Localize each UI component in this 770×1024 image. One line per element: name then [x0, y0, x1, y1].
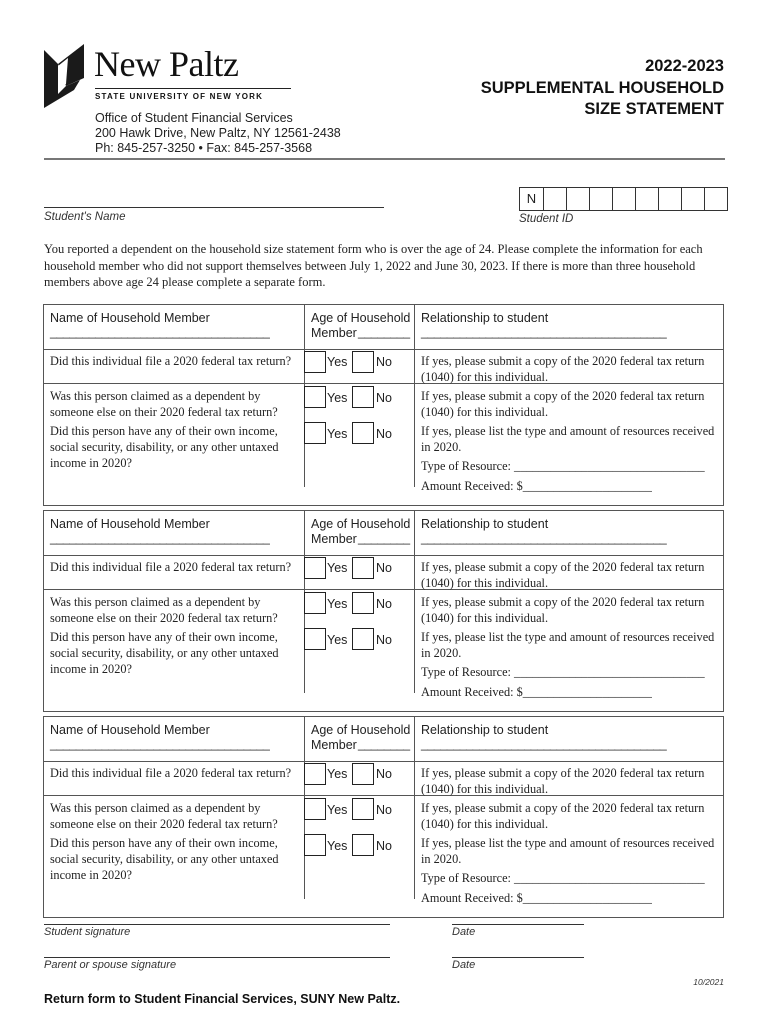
student-signature-field[interactable]	[44, 924, 390, 925]
parent-signature-field[interactable]	[44, 957, 390, 958]
q2-yes-label: Yes	[327, 391, 348, 405]
question-claimed-dependent: Was this person claimed as a dependent by someone else on their 2020 federal tax return?	[50, 389, 278, 419]
relationship-label: Relationship to student	[421, 723, 549, 737]
q1-no-checkbox[interactable]	[352, 763, 374, 785]
student-id-cell[interactable]: N	[526, 191, 537, 206]
student-id-label: Student ID	[519, 213, 574, 225]
office-phone: Ph: 845-257-3250 • Fax: 845-257-3568	[95, 141, 313, 155]
question-claimed-dependent: Was this person claimed as a dependent by someone else on their 2020 federal tax return?	[50, 801, 278, 831]
q1-no-label: No	[376, 561, 392, 575]
relationship-field[interactable]: ______________________________________	[421, 737, 667, 751]
q2-yes-checkbox[interactable]	[304, 798, 326, 820]
member-age-label-b: Member	[311, 326, 357, 340]
q1-no-label: No	[376, 767, 392, 781]
row-divider	[44, 349, 723, 350]
form-title-line1: SUPPLEMENTAL HOUSEHOLD	[480, 79, 724, 97]
q2-yes-label: Yes	[327, 803, 348, 817]
form-year: 2022-2023	[645, 57, 724, 75]
q3-yes-checkbox[interactable]	[304, 834, 326, 856]
q3-instruction: If yes, please list the type and amount of resources received in 2020.	[421, 424, 715, 454]
student-id-cell[interactable]	[612, 188, 635, 210]
q1-yes-checkbox[interactable]	[304, 557, 326, 579]
parent-date-label: Date	[452, 959, 476, 971]
member-age-label: Age of Household	[311, 517, 411, 531]
q3-no-label: No	[376, 633, 392, 647]
q2-no-label: No	[376, 597, 392, 611]
student-name-label: Student's Name	[44, 211, 126, 223]
student-id-cell[interactable]	[589, 188, 612, 210]
q3-yes-label: Yes	[327, 633, 348, 647]
member-age-label: Age of Household	[311, 723, 411, 737]
student-date-field[interactable]	[452, 924, 584, 925]
form-title-line2: SIZE STATEMENT	[584, 100, 724, 118]
row-divider	[44, 555, 723, 556]
member-name-label: Name of Household Member	[50, 723, 210, 737]
q1-yes-label: Yes	[327, 561, 348, 575]
parent-signature-label: Parent or spouse signature	[44, 959, 177, 971]
q2-yes-label: Yes	[327, 597, 348, 611]
student-signature-label: Student signature	[44, 926, 131, 938]
q3-no-checkbox[interactable]	[352, 422, 374, 444]
question-filed-tax-return: Did this individual file a 2020 federal tax return?	[50, 354, 292, 368]
member-name-field[interactable]: __________________________________	[50, 325, 270, 339]
member-age-label: Age of Household	[311, 311, 411, 325]
q1-yes-label: Yes	[327, 355, 348, 369]
new-paltz-mark-icon	[44, 44, 84, 108]
office-name: Office of Student Financial Services	[95, 111, 293, 125]
resource-type-field[interactable]: Type of Resource: _______________________________	[421, 871, 705, 885]
question-untaxed-income: Did this person have any of their own income, social security, disability, or any other untaxed income in 2020?	[50, 630, 279, 676]
relationship-label: Relationship to student	[421, 311, 549, 325]
student-id-cell[interactable]	[635, 188, 658, 210]
household-member-section	[43, 510, 724, 712]
q1-no-label: No	[376, 355, 392, 369]
parent-date-field[interactable]	[452, 957, 584, 958]
new-paltz-logo	[44, 44, 264, 108]
question-claimed-dependent: Was this person claimed as a dependent by someone else on their 2020 federal tax return?	[50, 595, 278, 625]
amount-received-field[interactable]: Amount Received: $_____________________	[421, 685, 652, 699]
q2-instruction: If yes, please submit a copy of the 2020 federal tax return (1040) for this individual.	[421, 801, 705, 831]
household-member-section	[43, 716, 724, 918]
q3-no-checkbox[interactable]	[352, 628, 374, 650]
q2-instruction: If yes, please submit a copy of the 2020 federal tax return (1040) for this individual.	[421, 595, 705, 625]
q2-no-checkbox[interactable]	[352, 798, 374, 820]
amount-received-field[interactable]: Amount Received: $_____________________	[421, 479, 652, 493]
column-divider	[414, 717, 415, 899]
q3-no-checkbox[interactable]	[352, 834, 374, 856]
member-age-field[interactable]: ________	[358, 531, 410, 545]
q2-instruction: If yes, please submit a copy of the 2020 federal tax return (1040) for this individual.	[421, 389, 705, 419]
member-age-field[interactable]: ________	[358, 325, 410, 339]
resource-type-field[interactable]: Type of Resource: _______________________________	[421, 459, 705, 473]
q2-no-label: No	[376, 803, 392, 817]
column-divider	[414, 305, 415, 487]
q1-no-checkbox[interactable]	[352, 557, 374, 579]
q2-no-checkbox[interactable]	[352, 592, 374, 614]
student-id-cell[interactable]	[704, 188, 727, 210]
q3-instruction: If yes, please list the type and amount of resources received in 2020.	[421, 630, 715, 660]
q3-yes-label: Yes	[327, 427, 348, 441]
amount-received-field[interactable]: Amount Received: $_____________________	[421, 891, 652, 905]
member-age-field[interactable]: ________	[358, 737, 410, 751]
q1-instruction: If yes, please submit a copy of the 2020 federal tax return (1040) for this individual.	[421, 354, 705, 384]
member-age-label-b: Member	[311, 532, 357, 546]
q3-yes-label: Yes	[327, 839, 348, 853]
column-divider	[414, 511, 415, 693]
q1-no-checkbox[interactable]	[352, 351, 374, 373]
brand-subtitle: STATE UNIVERSITY OF NEW YORK	[95, 92, 264, 101]
q1-instruction: If yes, please submit a copy of the 2020 federal tax return (1040) for this individual.	[421, 766, 705, 796]
student-id-cell[interactable]	[543, 188, 566, 210]
header-divider	[44, 158, 725, 160]
q1-yes-checkbox[interactable]	[304, 351, 326, 373]
q2-yes-checkbox[interactable]	[304, 592, 326, 614]
relationship-field[interactable]: ______________________________________	[421, 531, 667, 545]
q3-no-label: No	[376, 839, 392, 853]
revision-date: 10/2021	[693, 977, 724, 987]
q3-yes-checkbox[interactable]	[304, 628, 326, 650]
student-id-cell[interactable]	[566, 188, 589, 210]
brand-rule	[95, 88, 291, 89]
brand-name: New Paltz	[94, 44, 239, 84]
resource-type-field[interactable]: Type of Resource: _______________________________	[421, 665, 705, 679]
q3-yes-checkbox[interactable]	[304, 422, 326, 444]
q1-yes-label: Yes	[327, 767, 348, 781]
question-untaxed-income: Did this person have any of their own income, social security, disability, or any other untaxed income in 2020?	[50, 424, 279, 470]
q1-yes-checkbox[interactable]	[304, 763, 326, 785]
member-age-label-b: Member	[311, 738, 357, 752]
q2-yes-checkbox[interactable]	[304, 386, 326, 408]
q1-instruction: If yes, please submit a copy of the 2020 federal tax return (1040) for this individual.	[421, 560, 705, 590]
member-name-field[interactable]: __________________________________	[50, 531, 270, 545]
student-date-label: Date	[452, 926, 476, 938]
student-id-cell[interactable]	[681, 188, 704, 210]
question-filed-tax-return: Did this individual file a 2020 federal tax return?	[50, 560, 292, 574]
student-id-field[interactable]	[519, 187, 728, 211]
q3-no-label: No	[376, 427, 392, 441]
q2-no-checkbox[interactable]	[352, 386, 374, 408]
q3-instruction: If yes, please list the type and amount of resources received in 2020.	[421, 836, 715, 866]
office-address: 200 Hawk Drive, New Paltz, NY 12561-2438	[95, 126, 341, 140]
member-name-field[interactable]: __________________________________	[50, 737, 270, 751]
question-untaxed-income: Did this person have any of their own income, social security, disability, or any other untaxed income in 2020?	[50, 836, 279, 882]
relationship-label: Relationship to student	[421, 517, 549, 531]
student-name-field[interactable]	[44, 207, 384, 208]
household-member-section	[43, 304, 724, 506]
q2-no-label: No	[376, 391, 392, 405]
row-divider	[44, 761, 723, 762]
student-id-cell[interactable]	[658, 188, 681, 210]
member-name-label: Name of Household Member	[50, 517, 210, 531]
return-instructions: Return form to Student Financial Services, SUNY New Paltz.	[44, 992, 401, 1006]
intro-paragraph: You reported a dependent on the household size statement form who is over the age of 24. Please complete the information for each household member who did not support themselves between July 1, 2022 and June 30, 2023. If there is more than three household members above age 24 please complete a separate form.	[44, 242, 703, 289]
relationship-field[interactable]: ______________________________________	[421, 325, 667, 339]
member-name-label: Name of Household Member	[50, 311, 210, 325]
question-filed-tax-return: Did this individual file a 2020 federal tax return?	[50, 766, 292, 780]
